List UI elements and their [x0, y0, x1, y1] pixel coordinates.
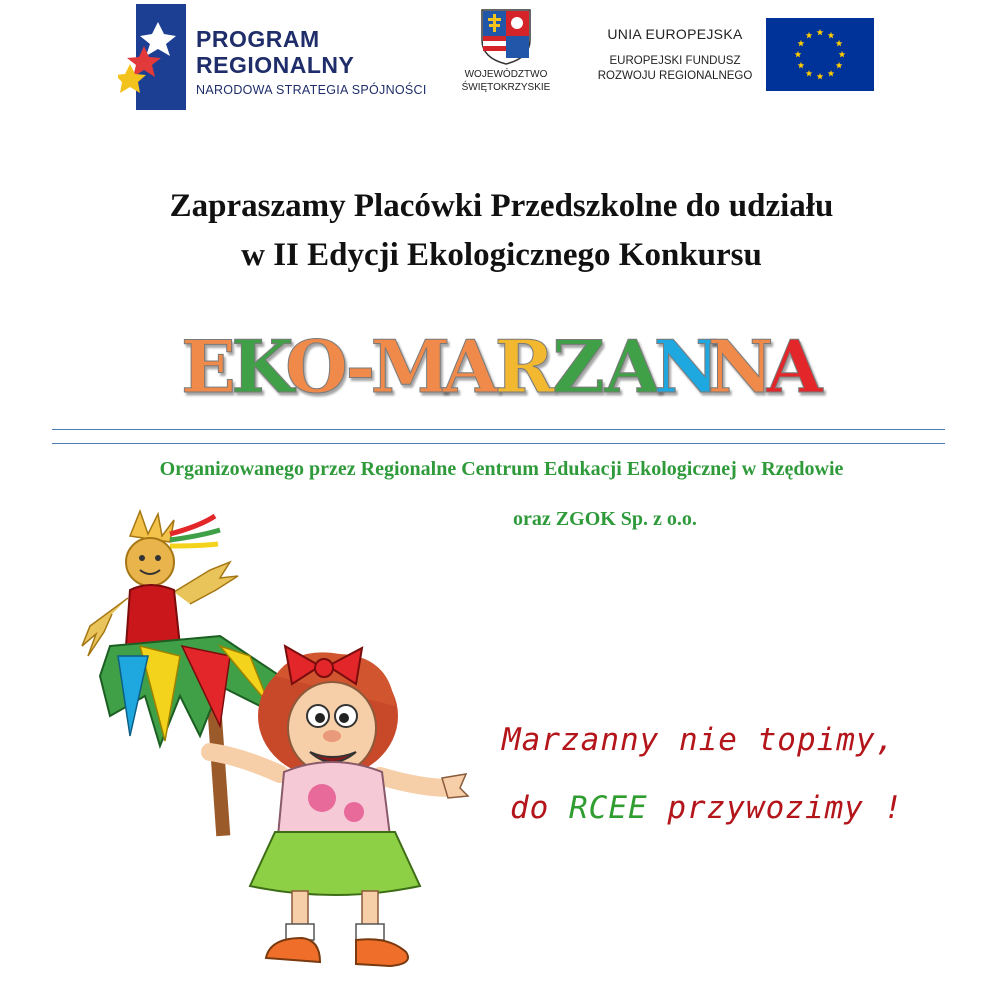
title-letter: K [231, 324, 294, 409]
title-letter: - [345, 324, 376, 409]
program-line2: REGIONALNY [196, 52, 355, 78]
eu-line1: UNIA EUROPEJSKA [607, 26, 743, 42]
title-letter: R [494, 324, 555, 409]
eu-line2: EUROPEJSKI FUNDUSZ [609, 55, 741, 67]
slogan-line1: Marzanny nie topimy, [502, 722, 896, 758]
headline-line2: w II Edycji Ekologicznego Konkursu [241, 237, 762, 273]
divider-top [52, 429, 945, 430]
headline-line1: Zapraszamy Placówki Przedszkolne do udziału [169, 188, 834, 224]
title-letter: M [370, 324, 451, 409]
wojewodztwo-logo [458, 6, 554, 106]
wojewodztwo-line2: ŚWIĘTOKRZYSKIE [461, 82, 551, 93]
title-letter: Z [552, 324, 605, 409]
program-regionalny-logo [118, 4, 438, 112]
slogan-line2-suffix: przywozimy ! [647, 790, 904, 826]
program-regionalny-emblem [118, 4, 198, 112]
program-line1: PROGRAM [196, 26, 320, 52]
organizer-line2: oraz ZGOK Sp. z o.o. [513, 508, 697, 530]
wojewodztwo-line1: WOJEWÓDZTWO [464, 69, 548, 80]
eu-flag [766, 18, 874, 91]
organizer-line1: Organizowanego przez Regionalne Centrum Edukacji Ekologicznej w Rzędowie [159, 458, 844, 480]
slogan-rcee: RCEE [569, 790, 648, 826]
slogan-line2-prefix: do [510, 790, 569, 826]
girl-with-marzanna-illustration [70, 506, 470, 986]
title-letter: N [707, 324, 774, 409]
contest-title-letters [0, 322, 1003, 412]
coat-of-arms-icon [476, 6, 536, 66]
title-letter: A [766, 324, 823, 409]
divider-bottom [52, 443, 945, 444]
girl-marzanna-image [70, 506, 470, 986]
slogan-line2 [510, 790, 903, 826]
title-letter: N [653, 324, 720, 409]
title-letter: E [181, 324, 236, 409]
title-letter: A [604, 324, 661, 409]
eu-text-block [590, 26, 760, 84]
program-line3: NARODOWA STRATEGIA SPÓJNOŚCI [196, 83, 427, 97]
contest-title [0, 322, 1003, 412]
eu-flag-icon [766, 18, 874, 91]
eu-line3: ROZWOJU REGIONALNEGO [597, 70, 753, 82]
title-letter: O [285, 324, 348, 409]
title-letter: A [442, 324, 499, 409]
headline [0, 182, 1003, 280]
